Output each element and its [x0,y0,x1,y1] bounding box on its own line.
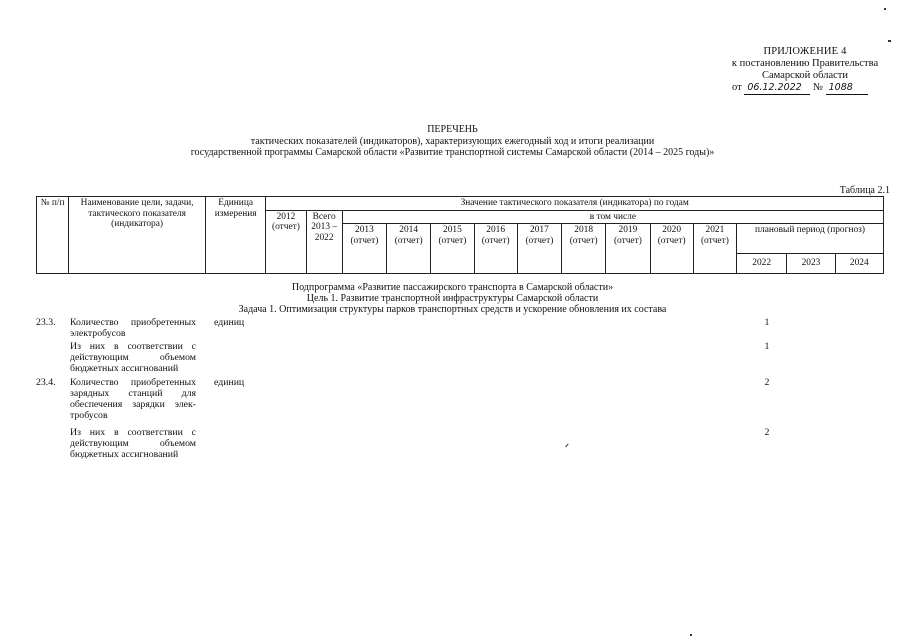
year-2012-note: (отчет) [272,222,300,232]
appendix-block [720,46,890,95]
year-note: (отчет) [613,235,642,246]
year-note: (отчет) [569,235,598,246]
row-value: 2 [764,427,770,438]
header-values: Значение тактического показателя (индикатора) по годам [266,197,884,211]
plan-year-2023: 2023 [787,254,835,274]
year-note: (отчет) [438,235,467,246]
scan-speck [690,634,692,636]
title-line3: государственной программы Самарской области «Развитие транспортной системы Самарской области (2014 – 2025 годы)» [190,147,715,158]
appendix-date-line [720,82,890,95]
year-note: (отчет) [350,235,379,246]
row-value: 2 [764,377,770,388]
year-label: 2016 [486,225,506,235]
document-title [0,124,905,159]
title-heading: ПЕРЕЧЕНЬ [427,124,478,135]
year-col [606,224,650,274]
date-prefix: от [732,82,742,93]
year-col [650,224,693,274]
year-note: (отчет) [481,235,510,246]
header-num: № п/п [37,197,69,274]
scan-speck [884,8,886,10]
year-label: 2021 [705,225,725,235]
year-label: 2017 [530,225,549,235]
task-heading: Задача 1. Оптимизация структуры парков транспортных средств и ускорение обновления их состава [238,304,667,315]
table-label: Таблица 2.1 [839,185,890,196]
appendix-title: ПРИЛОЖЕНИЕ 4 [763,46,847,57]
year-col [562,224,606,274]
row-name: Количество приобретенных зарядных станций для обеспечения зарядки элек-тробусов [70,377,196,421]
row-unit: единиц [214,317,245,328]
row-name: Из них в соответствии с действующим объемом бюджетных ассигнований [70,427,196,460]
scan-speck [565,444,568,448]
row-name: Количество приобретенных электробусов [70,317,196,339]
row-unit: единиц [214,377,245,388]
subprogram-heading: Подпрограмма «Развитие пассажирского транспорта в Самарской области» [291,282,614,293]
year-label: 2018 [574,225,594,235]
row-value: 1 [764,341,770,352]
goal-heading: Цель 1. Развитие транспортной инфраструктуры Самарской области [306,293,599,304]
year-note: (отчет) [394,235,423,246]
header-name: Наименование цели, задачи, тактического показателя (индикатора) [69,197,206,274]
year-label: 2020 [662,225,682,235]
year-col [693,224,736,274]
number-prefix: № [812,82,823,93]
header-plan: плановый период (прогноз) [737,224,884,254]
date-value: 06.12.2022 [744,82,810,95]
year-col [431,224,474,274]
year-note: (отчет) [700,235,729,246]
header-total: Всего 2013 – 2022 [306,210,342,274]
year-label: 2014 [399,225,419,235]
plan-year-2024: 2024 [835,254,883,274]
plan-year-2022: 2022 [737,254,787,274]
scan-speck [888,40,891,42]
year-label: 2019 [618,225,638,235]
year-label: 2015 [443,225,462,235]
header-unit: Единица измерения [205,197,265,274]
row-value: 1 [764,317,770,328]
year-col [342,224,386,274]
year-2012: 2012 [276,211,296,222]
appendix-line2: к постановлению Правительства [731,58,879,69]
title-line2: тактических показателей (индикаторов), характеризующих ежегодный ход и итоги реализации [250,135,655,147]
year-col [517,224,561,274]
year-col [474,224,517,274]
row-number: 23.3. [36,317,56,328]
year-note: (отчет) [525,235,554,246]
indicator-table-header [36,196,884,274]
row-number: 23.4. [36,377,56,388]
number-value: 1088 [826,82,868,95]
appendix-line3: Самарской области [762,70,848,81]
row-name: Из них в соответствии с действующим объемом бюджетных ассигнований [70,341,196,374]
header-incl: в том числе [342,210,883,224]
header-2012 [266,210,306,274]
year-label: 2013 [355,225,374,235]
year-note: (отчет) [657,235,686,246]
year-col [387,224,431,274]
